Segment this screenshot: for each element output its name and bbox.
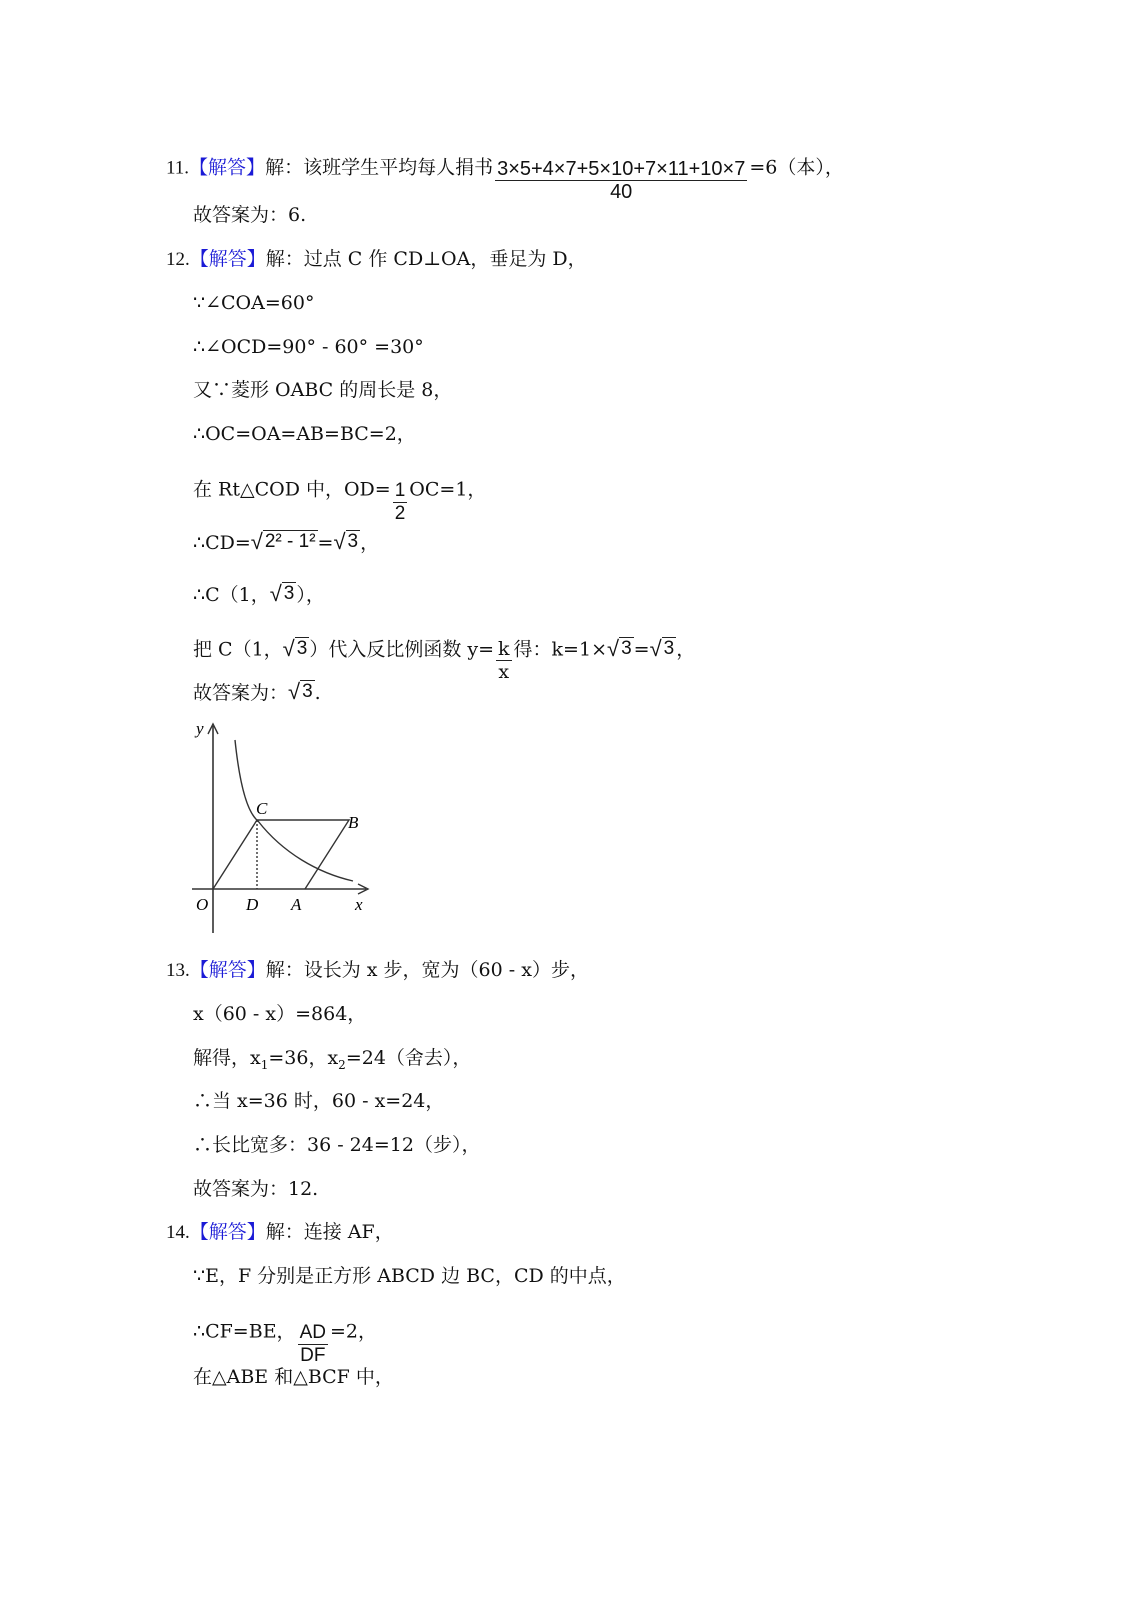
q12-line8 xyxy=(193,582,325,607)
q12-line8-post: ）， xyxy=(296,584,325,606)
q12-answer-radicand: 3 xyxy=(302,681,313,702)
q12-line6-post: OC=1， xyxy=(409,478,487,501)
q13-line5: ∴长比宽多：36 - 24=12（步）， xyxy=(193,1134,481,1156)
radical-sign-icon: √ xyxy=(649,635,662,661)
q13-line4: ∴当 x=36 时，60 - x=24， xyxy=(193,1090,445,1112)
rhombus-hyperbola-diagram xyxy=(188,718,378,933)
q12-answer xyxy=(193,680,321,705)
q12-line8-pre: ∴C（1， xyxy=(193,584,270,606)
q14-line4: 在△ABE 和△BCF 中， xyxy=(193,1366,394,1388)
q11-denominator: 40 xyxy=(610,181,633,203)
q12-line7-pre: ∴CD= xyxy=(193,532,251,554)
q12-line1 xyxy=(166,247,587,272)
q12-line9-eq: = xyxy=(633,638,650,661)
q13-sub2: 2 xyxy=(338,1057,346,1072)
q11-tag: 【解答】 xyxy=(189,156,266,179)
point-label-a: A xyxy=(291,895,302,914)
q12-line9-pre: 把 C（1， xyxy=(193,638,283,661)
q14-tag: 【解答】 xyxy=(189,1221,266,1243)
q12-line8-sqrt xyxy=(270,582,297,605)
radical-sign-icon: √ xyxy=(288,679,301,704)
q13-line3-mid: =36，x xyxy=(268,1047,339,1069)
q12-line4: 又∵菱形 OABC 的周长是 8， xyxy=(193,379,453,401)
q12-line6 xyxy=(193,468,487,524)
q12-sqrt3 xyxy=(333,530,360,553)
q12-line9-radicand3: 3 xyxy=(663,637,675,659)
q14-number: 14. xyxy=(166,1222,190,1243)
axis-label-y: y xyxy=(196,719,204,738)
q12-line7-post: ， xyxy=(360,532,380,554)
q13-line3-post: =24（舍去）， xyxy=(345,1047,472,1069)
q14-df: DF xyxy=(300,1345,326,1366)
axis-label-x: x xyxy=(355,895,363,914)
q14-line1-text: 解：连接 AF， xyxy=(265,1221,394,1243)
q14-line2: ∵E，F 分别是正方形 ABCD 边 BC，CD 的中点， xyxy=(193,1265,626,1287)
q12-tag: 【解答】 xyxy=(189,248,266,270)
q12-line8-radicand: 3 xyxy=(283,583,295,604)
q13-tag: 【解答】 xyxy=(189,959,266,981)
q12-line7 xyxy=(193,530,379,555)
q12-line9-radicand: 3 xyxy=(296,637,308,659)
q11-fraction xyxy=(495,158,747,203)
q12-line9-sqrt xyxy=(283,637,310,660)
q12-sqrt-radicand: 2² - 1² xyxy=(264,531,316,552)
q11-numerator: 3×5+4×7+5×10+7×11+10×7 xyxy=(497,158,746,180)
q14-line3 xyxy=(193,1310,377,1366)
q12-line5: ∴OC=OA=AB=BC=2， xyxy=(193,423,416,445)
q12-number: 12. xyxy=(166,249,190,270)
q13-line1 xyxy=(166,958,589,983)
q12-line9-radicand2: 3 xyxy=(621,637,632,659)
point-label-c: C xyxy=(256,799,268,818)
q12-answer-pre: 故答案为： xyxy=(193,682,289,704)
q12-line9-mid: ）代入反比例函数 y= xyxy=(309,638,495,661)
q12-line1-text: 解：过点 C 作 CD⊥OA，垂足为 D， xyxy=(265,248,587,270)
q12-half-fraction xyxy=(393,480,408,525)
point-label-o: O xyxy=(196,895,209,914)
q14-line3-pre: ∴CF=BE， xyxy=(193,1320,296,1343)
radical-sign-icon: √ xyxy=(607,635,620,661)
q12-line3: ∴∠OCD=90° - 60° =30° xyxy=(193,336,424,358)
q12-sqrt3-radicand: 3 xyxy=(347,531,359,552)
q12-sqrt-expr xyxy=(251,530,318,553)
q12-line2: ∵∠COA=60° xyxy=(193,292,315,314)
q12-answer-sqrt xyxy=(288,680,315,703)
q12-line7-eq: = xyxy=(317,532,334,554)
q11-lead: 解：该班学生平均每人捐书 xyxy=(265,156,494,179)
q12-line9-post: 得：k=1× xyxy=(513,638,607,661)
q12-k-over-x xyxy=(496,638,512,683)
q13-line3 xyxy=(193,1046,471,1077)
q12-figure xyxy=(188,718,378,938)
radical-sign-icon: √ xyxy=(282,635,295,661)
radical-sign-icon: √ xyxy=(333,529,346,554)
q14-ad: AD xyxy=(299,1322,326,1343)
q12-half-den: 2 xyxy=(394,503,406,524)
q11-answer: 故答案为：6. xyxy=(193,204,307,226)
q12-line9-sqrt2 xyxy=(607,637,634,660)
q13-line1-text: 解：设长为 x 步，宽为（60 - x）步， xyxy=(265,959,589,981)
radical-sign-icon: √ xyxy=(250,529,263,554)
q12-line9-end: ， xyxy=(676,638,696,661)
q14-line1 xyxy=(166,1220,394,1245)
q11-line xyxy=(166,146,844,203)
point-label-d: D xyxy=(246,895,259,914)
point-label-b: B xyxy=(348,813,359,832)
q13-sub1: 1 xyxy=(260,1057,269,1072)
q12-line6-pre: 在 Rt△COD 中，OD= xyxy=(193,478,391,501)
q11-result: =6（本）， xyxy=(749,156,844,179)
q13-line3-pre: 解得，x xyxy=(193,1047,261,1069)
q12-line9-sqrt3 xyxy=(650,637,677,660)
radical-sign-icon: √ xyxy=(269,581,282,606)
q12-line9 xyxy=(193,628,696,683)
q14-line3-post: =2， xyxy=(329,1320,377,1343)
q12-half-num: 1 xyxy=(394,480,406,501)
q12-answer-post: . xyxy=(314,682,321,704)
q12-x: x xyxy=(498,661,510,683)
q11-number: 11. xyxy=(166,157,190,179)
q13-answer: 故答案为：12. xyxy=(193,1178,319,1200)
q13-number: 13. xyxy=(166,960,190,981)
q14-ad-over-df xyxy=(298,1322,328,1367)
q13-line2: x（60 - x）=864， xyxy=(193,1003,367,1025)
q12-k: k xyxy=(498,638,510,660)
